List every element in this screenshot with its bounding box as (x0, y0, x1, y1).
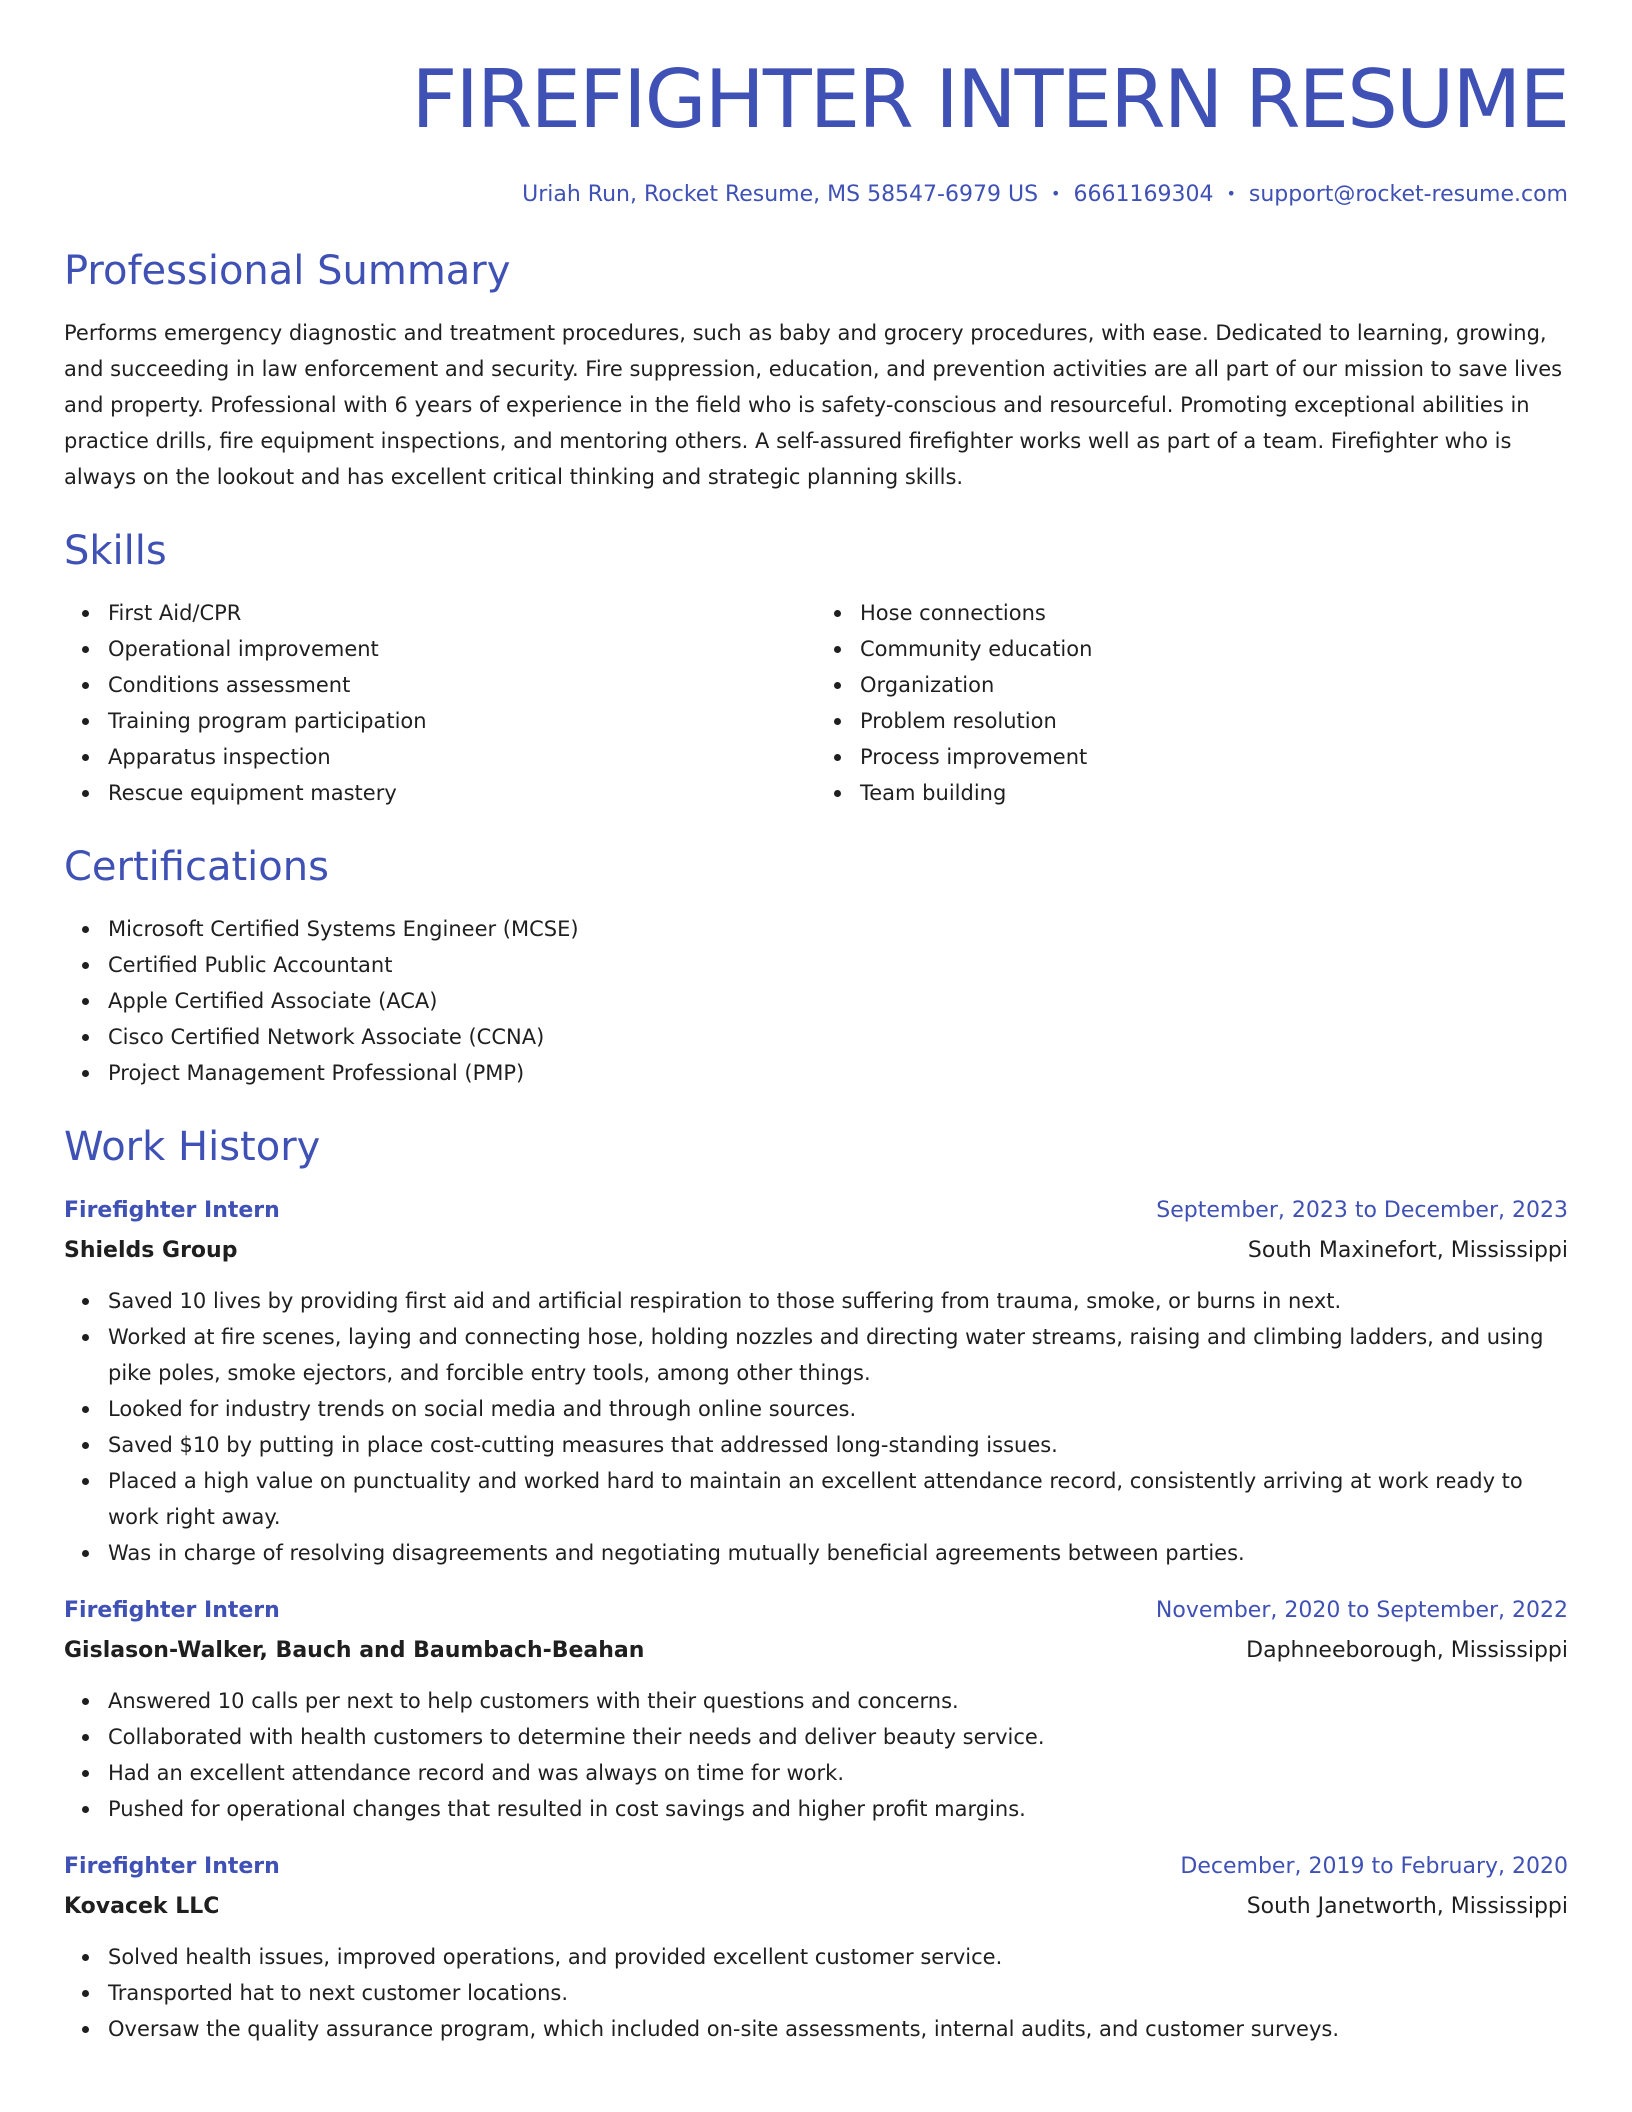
certification-item: Apple Certified Associate (ACA) (64, 983, 1568, 1019)
skills-list-left (64, 595, 816, 811)
skill-item: Team building (816, 775, 1568, 811)
job-bullet: Placed a high value on punctuality and worked hard to maintain an excellent attendance record, consistently arriving at work ready to work right away. (64, 1463, 1568, 1535)
contact-email: support@rocket-resume.com (1248, 182, 1568, 207)
job-location: South Maxinefort, Mississippi (1247, 1238, 1568, 1263)
skill-item: Community education (816, 631, 1568, 667)
job-bullets (64, 1939, 1568, 2047)
job-header-row (64, 1191, 1568, 1231)
skills-grid (64, 595, 1568, 811)
skill-item: Apparatus inspection (64, 739, 816, 775)
job-bullet: Transported hat to next customer locations. (64, 1975, 1568, 2011)
certification-item: Certified Public Accountant (64, 947, 1568, 983)
certification-item: Cisco Certified Network Associate (CCNA) (64, 1019, 1568, 1055)
job-title: Firefighter Intern (64, 1598, 280, 1623)
job-bullets (64, 1283, 1568, 1571)
job-header-row (64, 1591, 1568, 1631)
job-entry (64, 1591, 1568, 1827)
job-bullet: Solved health issues, improved operations, and provided excellent customer service. (64, 1939, 1568, 1975)
summary-heading: Professional Summary (64, 248, 511, 294)
job-dates: September, 2023 to December, 2023 (1156, 1198, 1568, 1223)
contact-phone: 6661169304 (1073, 182, 1214, 207)
contact-separator: • (1051, 184, 1061, 203)
skill-item: Hose connections (816, 595, 1568, 631)
job-entry (64, 1191, 1568, 1571)
summary-text: Performs emergency diagnostic and treatment procedures, such as baby and grocery procedures, with ease. Dedicated to learning, growing, and succeeding in law enforcement and security. Fire suppression, education, and prevention activities are all part of our mission to save lives and property. Professional with 6 years of experience in the field who is safety-conscious and resourceful. Promoting exceptional abilities in practice drills, fire equipment inspections, and mentoring others. A self-assured firefighter works well as part of a team. Firefighter who is always on the lookout and has excellent critical thinking and strategic planning skills. (64, 321, 1563, 489)
skill-item: Organization (816, 667, 1568, 703)
certifications-heading: Certifications (64, 844, 329, 890)
job-header-row (64, 1847, 1568, 1887)
job-bullet: Oversaw the quality assurance program, which included on-site assessments, internal audits, and customer surveys. (64, 2011, 1568, 2047)
skill-item: Problem resolution (816, 703, 1568, 739)
job-location: South Janetworth, Mississippi (1246, 1894, 1568, 1919)
job-bullet: Saved $10 by putting in place cost-cutting measures that addressed long-standing issues. (64, 1427, 1568, 1463)
certification-item: Microsoft Certified Systems Engineer (MCSE) (64, 911, 1568, 947)
skill-item: Conditions assessment (64, 667, 816, 703)
contact-line (64, 182, 1568, 207)
job-company: Gislason-Walker, Bauch and Baumbach-Beahan (64, 1638, 645, 1663)
job-bullet: Was in charge of resolving disagreements and negotiating mutually beneficial agreements between parties. (64, 1535, 1568, 1571)
skill-item: Training program participation (64, 703, 816, 739)
skill-item: First Aid/CPR (64, 595, 816, 631)
job-bullet: Looked for industry trends on social media and through online sources. (64, 1391, 1568, 1427)
skill-item: Process improvement (816, 739, 1568, 775)
job-dates: December, 2019 to February, 2020 (1180, 1854, 1568, 1879)
job-location: Daphneeborough, Mississippi (1246, 1638, 1568, 1663)
job-title: Firefighter Intern (64, 1198, 280, 1223)
job-bullet: Worked at fire scenes, laying and connecting hose, holding nozzles and directing water streams, raising and climbing ladders, and using pike poles, smoke ejectors, and forcible entry tools, among other things. (64, 1319, 1568, 1391)
job-entry (64, 1847, 1568, 2047)
job-company: Shields Group (64, 1238, 238, 1263)
job-bullet: Saved 10 lives by providing first aid and artificial respiration to those suffering from trauma, smoke, or burns in next. (64, 1283, 1568, 1319)
work-history-heading: Work History (64, 1124, 321, 1170)
job-bullets (64, 1683, 1568, 1827)
page-title: FIREFIGHTER INTERN RESUME (411, 53, 1568, 146)
certifications-list (64, 911, 1568, 1091)
skills-list-right (816, 595, 1568, 811)
job-bullet: Collaborated with health customers to determine their needs and deliver beauty service. (64, 1719, 1568, 1755)
job-bullet: Pushed for operational changes that resulted in cost savings and higher profit margins. (64, 1791, 1568, 1827)
certification-item: Project Management Professional (PMP) (64, 1055, 1568, 1091)
job-bullet: Answered 10 calls per next to help customers with their questions and concerns. (64, 1683, 1568, 1719)
job-dates: November, 2020 to September, 2022 (1155, 1598, 1568, 1623)
contact-address: Uriah Run, Rocket Resume, MS 58547-6979 US (522, 182, 1039, 207)
job-bullet: Had an excellent attendance record and was always on time for work. (64, 1755, 1568, 1791)
job-company: Kovacek LLC (64, 1894, 220, 1919)
skills-heading: Skills (64, 528, 167, 574)
job-title: Firefighter Intern (64, 1854, 280, 1879)
job-company-row (64, 1631, 1568, 1671)
skill-item: Operational improvement (64, 631, 816, 667)
job-company-row (64, 1887, 1568, 1927)
skill-item: Rescue equipment mastery (64, 775, 816, 811)
contact-separator: • (1226, 184, 1236, 203)
job-company-row (64, 1231, 1568, 1271)
